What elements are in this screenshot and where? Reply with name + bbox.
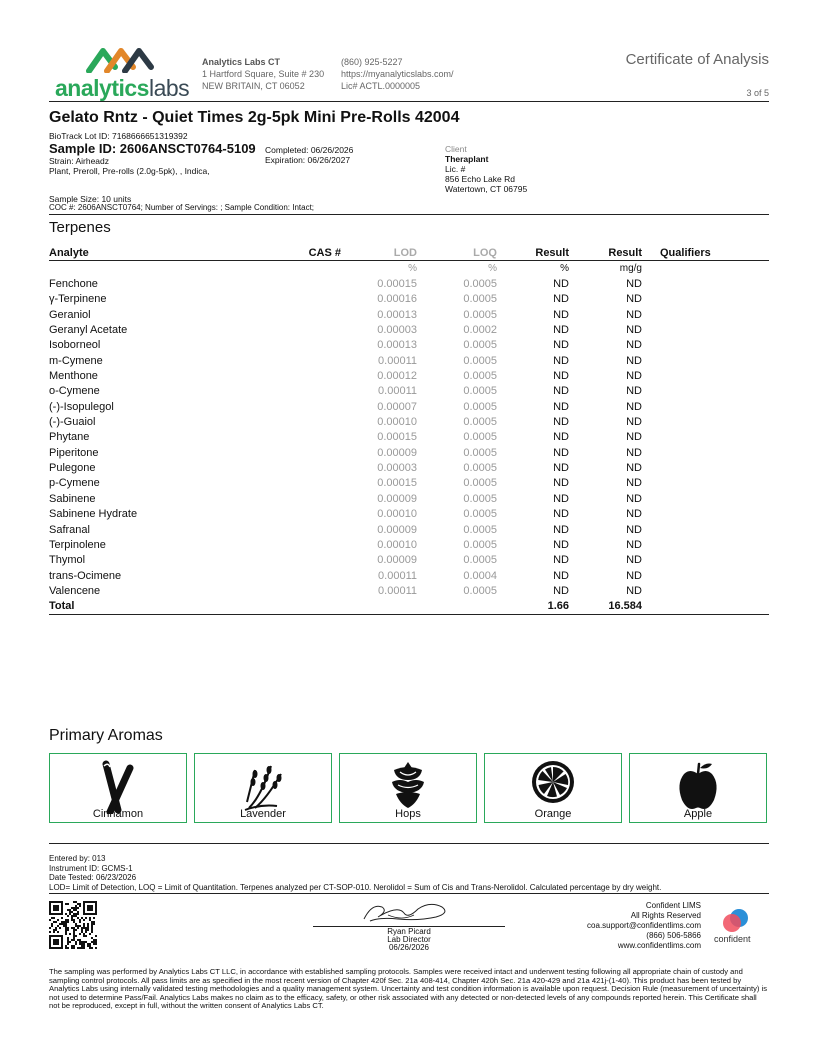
aroma-label: Cinnamon	[92, 808, 144, 820]
result-pct-cell: ND	[553, 385, 569, 398]
unit-result-pct: %	[560, 263, 569, 275]
analyte-cell: Thymol	[49, 554, 86, 567]
lab-phone: (860) 925-5227	[341, 57, 403, 67]
result-pct-cell: ND	[553, 308, 569, 321]
cas-cell	[279, 353, 347, 368]
analyte-cell: trans-Ocimene	[49, 569, 122, 582]
aromas-divider	[49, 843, 769, 844]
result-pct-cell: ND	[553, 324, 569, 337]
unit-result-mgg: mg/g	[619, 263, 642, 275]
matrix: Plant, Preroll, Pre-rolls (2.0g-5pk), , Indica,	[49, 166, 210, 176]
table-header-row	[49, 246, 769, 261]
qualifier-cell	[642, 353, 769, 368]
cas-cell	[279, 384, 347, 399]
table-row	[49, 460, 769, 475]
lod-cell: 0.00012	[377, 370, 417, 383]
lab-logo-mark-icon	[85, 45, 155, 73]
coc-info: COC #: 2606ANSCT0764; Number of Servings: ; Sample Condition: Intact;	[49, 203, 315, 212]
lavender-icon	[241, 760, 285, 814]
loq-cell: 0.0005	[463, 339, 497, 352]
lims-email[interactable]: coa.support@confidentlims.com	[587, 921, 701, 930]
col-result-pct: Result	[497, 246, 569, 261]
col-cas: CAS #	[279, 246, 347, 261]
sample-size: Sample Size: 10 units	[49, 194, 132, 204]
product-title: Gelato Rntz - Quiet Times 2g-5pk Mini Pre-Rolls 42004	[49, 109, 460, 126]
analyte-cell: (-)-Guaiol	[49, 416, 96, 429]
cas-cell	[279, 507, 347, 522]
test-meta	[49, 854, 661, 892]
analyte-cell: Sabinene	[49, 492, 96, 505]
cas-cell	[279, 322, 347, 337]
result-mgg-cell: ND	[626, 538, 642, 551]
client-street: 856 Echo Lake Rd	[445, 174, 515, 184]
cas-cell	[279, 476, 347, 491]
analyte-cell: (-)-Isopulegol	[49, 400, 114, 413]
total-lod	[347, 599, 417, 615]
lod-cell: 0.00009	[377, 446, 417, 459]
qr-code-icon[interactable]	[49, 901, 97, 949]
total-cas	[279, 599, 347, 615]
col-result-mgg: Result	[569, 246, 642, 261]
lod-cell: 0.00003	[377, 462, 417, 475]
qualifier-cell	[642, 307, 769, 322]
table-row	[49, 553, 769, 568]
aroma-card-orange	[484, 753, 622, 823]
result-pct-cell: ND	[553, 416, 569, 429]
cas-cell	[279, 292, 347, 307]
entered-by: Entered by: 013	[49, 854, 106, 863]
result-mgg-cell: ND	[626, 385, 642, 398]
lod-cell: 0.00016	[377, 293, 417, 306]
result-mgg-cell: ND	[626, 477, 642, 490]
result-pct-cell: ND	[553, 278, 569, 291]
result-pct-cell: ND	[553, 370, 569, 383]
lod-cell: 0.00009	[377, 523, 417, 536]
lab-logo	[55, 45, 190, 103]
result-pct-cell: ND	[553, 554, 569, 567]
cas-cell	[279, 368, 347, 383]
confident-logo-icon	[721, 908, 751, 934]
total-result-pct: 1.66	[497, 599, 569, 615]
result-pct-cell: ND	[553, 477, 569, 490]
cas-cell	[279, 276, 347, 291]
result-mgg-cell: ND	[626, 508, 642, 521]
loq-cell: 0.0005	[463, 308, 497, 321]
loq-cell: 0.0002	[463, 324, 497, 337]
unit-loq: %	[488, 263, 497, 275]
lab-address-line1: 1 Hartford Square, Suite # 230	[202, 69, 325, 79]
table-row	[49, 399, 769, 414]
col-lod: LOD	[347, 246, 417, 261]
result-pct-cell: ND	[553, 293, 569, 306]
loq-cell: 0.0005	[463, 431, 497, 444]
legal-disclaimer: The sampling was performed by Analytics Labs CT LLC, in accordance with established sampling protocols. Samples were received intact and underwent testing following all appropriate chain of custody and sampling control protocols. All pass limits are as specified in the most recent version of Chapter 420f Sec. 21a 408-414, Chapter 420h Sec. 21a 420-429 and 21a 421j-(1-40). This product has been tested by Analytics Labs using internally validated testing methodologies and a quality management system. Uncertainty and test condition information is available upon request. Decision Rule (measurement of uncertainty) is not used to determine Pass/Fail. Analytics Labs makes no claim as to the efficacy, safety, or other risk associated with any detected or non-detected levels of any compounds reported herein. This Certificate shall not be reproduced, except in full, without the written consent of Analytics Labs CT.	[49, 967, 767, 1011]
result-mgg-cell: ND	[626, 446, 642, 459]
unit-lod: %	[408, 263, 417, 275]
table-row	[49, 507, 769, 522]
table-row	[49, 322, 769, 337]
total-row	[49, 599, 769, 615]
table-row	[49, 384, 769, 399]
loq-cell: 0.0005	[463, 508, 497, 521]
result-mgg-cell: ND	[626, 324, 642, 337]
loq-cell: 0.0005	[463, 462, 497, 475]
cas-cell	[279, 553, 347, 568]
result-mgg-cell: ND	[626, 354, 642, 367]
qualifier-cell	[642, 368, 769, 383]
lod-cell: 0.00010	[377, 508, 417, 521]
result-mgg-cell: ND	[626, 569, 642, 582]
aroma-card-hops	[339, 753, 477, 823]
loq-cell: 0.0005	[463, 385, 497, 398]
analyte-cell: Menthone	[49, 370, 98, 383]
loq-cell: 0.0005	[463, 584, 497, 597]
lab-address-block	[202, 56, 324, 92]
result-mgg-cell: ND	[626, 339, 642, 352]
analyte-cell: Sabinene Hydrate	[49, 508, 138, 521]
terpenes-table	[49, 246, 769, 615]
cas-cell	[279, 460, 347, 475]
table-row	[49, 430, 769, 445]
cas-cell	[279, 491, 347, 506]
client-city: Watertown, CT 06795	[445, 184, 528, 194]
table-row	[49, 368, 769, 383]
lod-cell: 0.00003	[377, 324, 417, 337]
loq-cell: 0.0005	[463, 492, 497, 505]
result-pct-cell: ND	[553, 492, 569, 505]
aroma-label: Apple	[683, 808, 713, 820]
result-pct-cell: ND	[553, 339, 569, 352]
lab-contact-block	[341, 56, 454, 92]
info-divider	[49, 214, 769, 215]
strain: Strain: Airheadz	[49, 156, 110, 166]
loq-cell: 0.0005	[463, 293, 497, 306]
result-pct-cell: ND	[553, 538, 569, 551]
result-pct-cell: ND	[553, 523, 569, 536]
table-row	[49, 292, 769, 307]
lod-cell: 0.00015	[377, 431, 417, 444]
signature-icon	[358, 899, 458, 927]
logo-wordmark: analyticslabs	[55, 75, 190, 101]
result-mgg-cell: ND	[626, 293, 642, 306]
analyte-cell: Terpinolene	[49, 538, 106, 551]
lod-cell: 0.00009	[377, 492, 417, 505]
lims-rights: All Rights Reserved	[630, 911, 701, 920]
lims-name: Confident LIMS	[645, 901, 701, 910]
aroma-label: Hops	[395, 808, 421, 820]
result-mgg-cell: ND	[626, 431, 642, 444]
lod-cell: 0.00007	[377, 400, 417, 413]
qualifier-cell	[642, 322, 769, 337]
qualifier-cell	[642, 276, 769, 291]
analyte-cell: Fenchone	[49, 278, 98, 291]
loq-cell: 0.0005	[463, 554, 497, 567]
table-row	[49, 476, 769, 491]
qualifier-cell	[642, 445, 769, 460]
footer-divider	[49, 893, 769, 894]
aroma-card-apple	[629, 753, 767, 823]
table-row	[49, 414, 769, 429]
client-label: Client	[445, 144, 467, 154]
lod-cell: 0.00015	[377, 278, 417, 291]
units-row	[49, 261, 769, 277]
result-mgg-cell: ND	[626, 554, 642, 567]
analyte-cell: Geranyl Acetate	[49, 324, 128, 337]
analyte-cell: Valencene	[49, 584, 101, 597]
lab-website[interactable]: https://myanalyticslabs.com/	[341, 69, 454, 79]
table-row	[49, 522, 769, 537]
loq-cell: 0.0005	[463, 477, 497, 490]
result-mgg-cell: ND	[626, 492, 642, 505]
result-pct-cell: ND	[553, 462, 569, 475]
cas-cell	[279, 414, 347, 429]
result-pct-cell: ND	[553, 508, 569, 521]
lod-cell: 0.00011	[378, 584, 417, 597]
analyte-cell: o-Cymene	[49, 385, 100, 398]
lod-cell: 0.00009	[377, 554, 417, 567]
analyte-cell: p-Cymene	[49, 477, 100, 490]
table-row	[49, 583, 769, 598]
orange-icon	[531, 758, 575, 812]
loq-cell: 0.0005	[463, 538, 497, 551]
result-pct-cell: ND	[553, 446, 569, 459]
loq-cell: 0.0005	[463, 446, 497, 459]
loq-cell: 0.0004	[463, 569, 497, 582]
completed-date: Completed: 06/26/2026	[265, 145, 354, 155]
col-analyte: Analyte	[49, 246, 279, 261]
qualifier-cell	[642, 583, 769, 598]
confident-brand: confident	[714, 934, 751, 944]
lims-phone: (866) 506-5866	[646, 931, 701, 940]
result-pct-cell: ND	[553, 584, 569, 597]
qualifier-cell	[642, 507, 769, 522]
signer-name: Ryan Picard	[387, 927, 431, 936]
col-qualifiers: Qualifiers	[642, 246, 769, 261]
analyte-cell: Safranal	[49, 523, 90, 536]
lod-cell: 0.00013	[377, 339, 417, 352]
aroma-label: Lavender	[240, 808, 286, 820]
analyte-cell: Piperitone	[49, 446, 99, 459]
qualifier-cell	[642, 537, 769, 552]
analyte-cell: m-Cymene	[49, 354, 103, 367]
result-mgg-cell: ND	[626, 400, 642, 413]
result-pct-cell: ND	[553, 569, 569, 582]
lod-cell: 0.00011	[378, 385, 417, 398]
lab-license: Lic# ACTL.0000005	[341, 81, 421, 91]
cinnamon-icon	[96, 760, 140, 814]
lod-cell: 0.00013	[377, 308, 417, 321]
loq-cell: 0.0005	[463, 354, 497, 367]
result-mgg-cell: ND	[626, 278, 642, 291]
header-divider	[49, 101, 769, 102]
lod-cell: 0.00010	[377, 538, 417, 551]
aroma-card-lavender	[194, 753, 332, 823]
loq-cell: 0.0005	[463, 278, 497, 291]
qualifier-cell	[642, 568, 769, 583]
analyte-cell: Geraniol	[49, 308, 91, 321]
date-tested: Date Tested: 06/23/2026	[49, 873, 137, 882]
qualifier-cell	[642, 491, 769, 506]
aroma-label: Orange	[534, 808, 572, 820]
cas-cell	[279, 568, 347, 583]
signer-title: Lab Director	[387, 935, 431, 944]
table-row	[49, 445, 769, 460]
loq-cell: 0.0005	[463, 400, 497, 413]
result-mgg-cell: ND	[626, 370, 642, 383]
analyte-cell: γ-Terpinene	[49, 293, 107, 306]
signer-block	[313, 928, 505, 952]
lab-address-line2: NEW BRITAIN, CT 06052	[202, 81, 305, 91]
qualifier-cell	[642, 430, 769, 445]
table-row	[49, 353, 769, 368]
loq-cell: 0.0005	[463, 523, 497, 536]
col-loq: LOQ	[417, 246, 497, 261]
table-row	[49, 568, 769, 583]
cas-cell	[279, 522, 347, 537]
qualifier-cell	[642, 460, 769, 475]
table-row	[49, 338, 769, 353]
loq-cell: 0.0005	[463, 416, 497, 429]
total-qualifier	[642, 599, 769, 615]
lod-cell: 0.00011	[378, 569, 417, 582]
total-label: Total	[49, 599, 279, 615]
page-number: 3 of 5	[746, 88, 769, 98]
client-name: Theraplant	[445, 154, 489, 164]
doc-title: Certificate of Analysis	[625, 51, 769, 68]
expiration-date: Expiration: 06/26/2027	[265, 155, 351, 165]
table-row	[49, 307, 769, 322]
analyte-cell: Pulegone	[49, 462, 96, 475]
result-pct-cell: ND	[553, 431, 569, 444]
lims-block	[587, 901, 701, 951]
cas-cell	[279, 445, 347, 460]
result-mgg-cell: ND	[626, 462, 642, 475]
client-block	[445, 144, 527, 194]
result-pct-cell: ND	[553, 354, 569, 367]
qualifier-cell	[642, 476, 769, 491]
qualifier-cell	[642, 522, 769, 537]
cas-cell	[279, 430, 347, 445]
aroma-card-cinnamon	[49, 753, 187, 823]
lod-cell: 0.00015	[377, 477, 417, 490]
cas-cell	[279, 583, 347, 598]
instrument-id: Instrument ID: GCMS-1	[49, 863, 133, 873]
cas-cell	[279, 399, 347, 414]
qualifier-cell	[642, 338, 769, 353]
table-row	[49, 276, 769, 291]
aromas-section-title: Primary Aromas	[49, 727, 163, 744]
cas-cell	[279, 307, 347, 322]
table-row	[49, 537, 769, 552]
result-mgg-cell: ND	[626, 416, 642, 429]
qualifier-cell	[642, 414, 769, 429]
cas-cell	[279, 338, 347, 353]
result-mgg-cell: ND	[626, 523, 642, 536]
result-pct-cell: ND	[553, 400, 569, 413]
sample-id: Sample ID: 2606ANSCT0764-5109	[49, 141, 256, 156]
table-row	[49, 491, 769, 506]
lod-cell: 0.00011	[378, 354, 417, 367]
result-mgg-cell: ND	[626, 308, 642, 321]
qualifier-cell	[642, 384, 769, 399]
total-loq	[417, 599, 497, 615]
hops-icon	[386, 760, 430, 814]
signer-date: 06/26/2026	[388, 943, 430, 952]
result-mgg-cell: ND	[626, 584, 642, 597]
qualifier-cell	[642, 292, 769, 307]
terpenes-section-title: Terpenes	[49, 219, 111, 236]
total-result-mgg: 16.584	[569, 599, 642, 615]
qualifier-cell	[642, 399, 769, 414]
biotrack-lot-id: BioTrack Lot ID: 7168666651319392	[49, 131, 188, 141]
apple-icon	[676, 760, 720, 814]
qualifier-cell	[642, 553, 769, 568]
cas-cell	[279, 537, 347, 552]
client-license: Lic. #	[445, 164, 466, 174]
loq-cell: 0.0005	[463, 370, 497, 383]
method-note: LOD= Limit of Detection, LOQ = Limit of Quantitation. Terpenes analyzed per CT-SOP-010. Nerolidol = Sum of Cis and Trans-Nerolidol. Calculated percentage by dry weight.	[49, 882, 662, 892]
lod-cell: 0.00010	[377, 416, 417, 429]
lab-name: Analytics Labs CT	[202, 57, 281, 67]
analyte-cell: Isoborneol	[49, 339, 101, 352]
analyte-cell: Phytane	[49, 431, 90, 444]
lims-web[interactable]: www.confidentlims.com	[617, 941, 701, 950]
